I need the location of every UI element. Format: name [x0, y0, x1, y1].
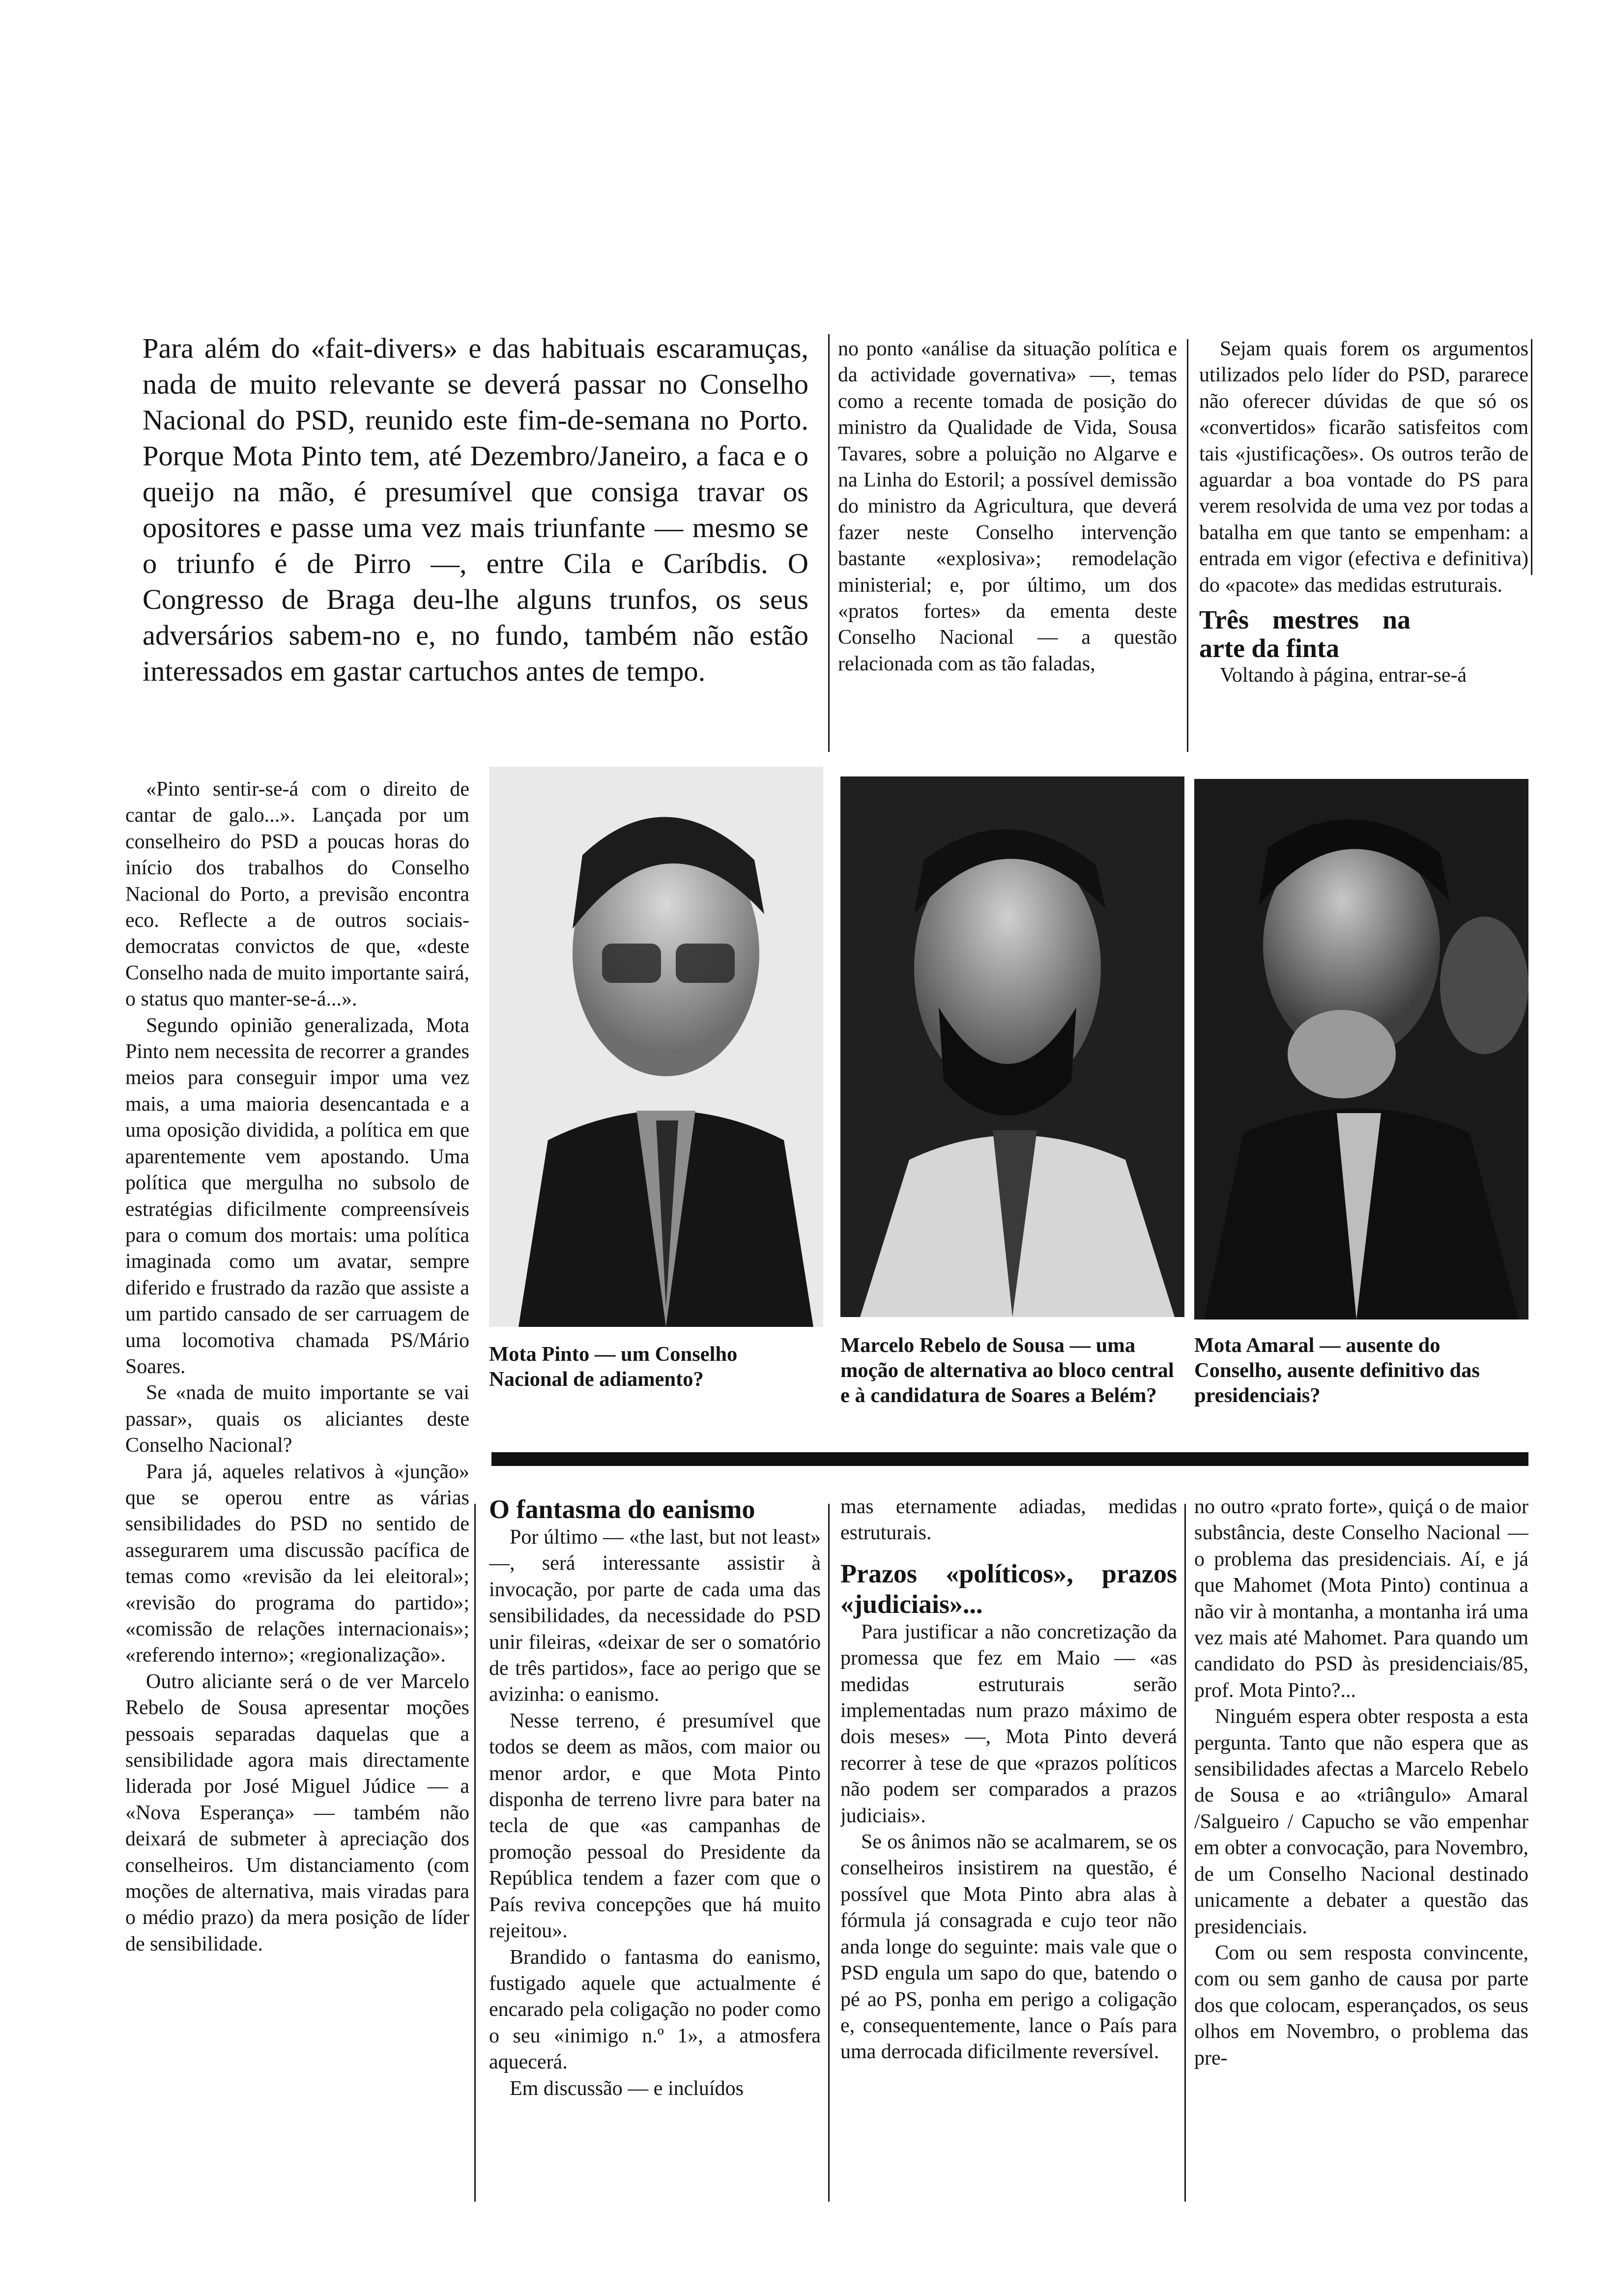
section-heading-tres-mestres: Três mestres na arte da finta: [1199, 605, 1410, 663]
photo-mota-amaral: [1194, 779, 1528, 1320]
top-column-2: [838, 336, 1177, 754]
article-paragraph: «Pinto sentir-se-á com o direito de cantar de galo...». Lançada por um conselheiro do PSD a poucas horas do início dos trabalhos do Conselho Nacional do Porto, a previsão encontra eco. Reflecte a de outros sociais-democratas convictos de que, «deste Conselho nada de muito importante sairá, o status quo manter-se-á...».: [125, 778, 469, 1011]
column-rule: [1531, 339, 1532, 575]
article-paragraph: Segundo opinião generalizada, Mota Pinto nem necessita de recorrer a grandes meios para conseguir impor uma vez mais, a uma maioria desencantada e a uma oposição dividida, a política em que aparentemente vem apostando. Uma política que mergulha no subsolo de estratégias dificilmente compreensíveis para o comum dos mortais: uma política imaginada como um avatar, sempre diferido e frustrado da razão que assiste a um partido cansado de ser carruagem de uma locomotiva chamada PS/Mário Soares.: [125, 1014, 469, 1378]
article-paragraph: Em discussão — e incluídos: [510, 2077, 744, 2100]
photo-mota-pinto: [489, 767, 823, 1327]
caption-marcelo-rebelo-de-sousa: Marcelo Rebelo de Sousa — uma moção de alternativa ao bloco central e à candidatura de Soares a Belém?: [840, 1334, 1174, 1407]
article-paragraph: Se «nada de muito importante se vai passar», quais os aliciantes deste Conselho Nacional?: [125, 1381, 469, 1457]
article-paragraph: Por último — «the last, but not least» —, será interessante assistir à invocação, por parte de cada uma das sensibilidades, da necessidade do PSD unir fileiras, «deixar de ser o somatório de três partidos», face ao perigo que se avizinha: o eanismo.: [489, 1526, 821, 1706]
article-text: Sejam quais forem os argumentos utilizados pelo líder do PSD, pararece não oferecer dúvidas de que só os «convertidos» ficarão satisfeitos com tais «justificações». Os outros terão de aguardar a boa vontade do PS para verem resolvida de uma vez por todas a batalha em que tanto se empenham: a entrada em vigor (efectiva e definitiva) do «pacote» das medidas estruturais.: [1199, 338, 1528, 597]
section-divider-bar: [491, 1452, 1528, 1466]
article-paragraph: Com ou sem resposta convincente, com ou sem ganho de causa por parte dos que colocam, esperançados, os seus olhos em Novembro, o problema das pre-: [1194, 1941, 1528, 2069]
caption-mota-pinto: Mota Pinto — um Conselho Nacional de adiamento?: [489, 1343, 738, 1391]
column-rule: [828, 1504, 830, 2202]
column-rule: [474, 1504, 476, 2202]
photo-marcelo-rebelo-de-sousa: [840, 776, 1184, 1317]
column-rule: [1187, 339, 1188, 752]
column-rule: [1184, 1504, 1186, 2202]
column-presidenciais: [1194, 1494, 1528, 2202]
article-paragraph: Se os ânimos não se acalmarem, se os conselheiros insistirem na questão, é possível que Mota Pinto abra alas à fórmula já consagrada e cujo teor não anda longe do seguinte: mais vale que o PSD engula um sapo do que, batendo o pé ao PS, ponha em perigo a coligação e, consequentemente, lance o País para uma derrocada dificilmente reversível.: [840, 1831, 1177, 2064]
caption-mota-amaral: Mota Amaral — ausente do Conselho, ausente definitivo das presidenciais?: [1194, 1334, 1480, 1407]
article-paragraph: Para já, aqueles relativos à «junção» que se operou entre as várias sensibilidades do PSD no sentido de assegurarem uma discussão pacífica de temas como «revisão da lei eleitoral»; «revisão do programa do partido»; «comissão de relações internacionais»; «referendo interno»; «regionalização».: [125, 1460, 469, 1667]
article-text: mas eternamente adiadas, medidas estruturais.: [840, 1495, 1177, 1545]
column-rule: [828, 334, 830, 752]
section-heading-fantasma: O fantasma do eanismo: [489, 1494, 755, 1524]
lead-paragraph: Para além do «fait-divers» e das habituais escaramuças, nada de muito relevante se deverá passar no Conselho Nacional do PSD, reunido este fim-de-semana no Porto. Porque Mota Pinto tem, até Dezembro/Janeiro, a faca e o queijo na mão, é presumível que consiga travar os opositores e passe uma vez mais triunfante — mesmo se o triunfo é de Pirro —, entre Cila e Caríbdis. O Congresso de Braga deu-lhe alguns trunfos, os seus adversários sabem-no e, no fundo, também não estão interessados em gastar cartuchos antes de tempo.: [143, 332, 808, 687]
article-paragraph: Para justificar a não concretização da promessa que fez em Maio — «as medidas estruturais serão implementadas num prazo máximo de dois meses» —, Mota Pinto deverá recorrer à tese de que «prazos políticos não podem ser comparados a prazos judiciais».: [840, 1620, 1177, 1827]
article-text: Voltando à página, entrar-se-á: [1220, 664, 1467, 687]
article-paragraph: Ninguém espera obter resposta a esta pergunta. Tanto que não espera que as sensibilidades afectas a Marcelo Rebelo de Sousa e ao «triângulo» Amaral /Salgueiro / Capucho se vão empenhar em obter a convocação, para Novembro, de um Conselho Nacional destinado unicamente a debater a questão das presidenciais.: [1194, 1705, 1528, 1938]
column-fantasma: [489, 1494, 821, 2202]
article-paragraph: Brandido o fantasma do eanismo, fustigado aquele que actualmente é encarado pela coligação no poder como o seu «inimigo n.º 1», a atmosfera aquecerá.: [489, 1946, 821, 2074]
left-column: [125, 776, 469, 2197]
top-column-3: [1199, 336, 1528, 754]
article-paragraph: Nesse terreno, é presumível que todos se deem as mãos, com maior ou menor ardor, e que Mota Pinto disponha de terreno livre para bater na tecla de que «as campanhas de promoção pessoal do Presidente da República tendem a fazer com que o País reviva concepções que há muito rejeitou».: [489, 1709, 821, 1943]
article-text: no ponto «análise da situação política e da actividade governativa» —, temas como a recente tomada de posição do ministro da Qualidade de Vida, Sousa Tavares, sobre a poluição no Algarve e na Linha do Estoril; a possível demissão do ministro da Agricultura, que deverá fazer neste Conselho intervenção bastante «explosiva»; remodelação ministerial; e, por último, um dos «pratos fortes» da ementa deste Conselho Nacional — a questão relacionada com as tão faladas,: [838, 338, 1177, 675]
column-prazos: [840, 1494, 1177, 2202]
article-paragraph: no outro «prato forte», quiçá o de maior substância, deste Conselho Nacional — o problema das presidenciais. Aí, e já que Mahomet (Mota Pinto) continua a não vir à montanha, a montanha irá uma vez mais até Mahomet. Para quando um candidato do PSD às presidenciais/85, prof. Mota Pinto?...: [1194, 1495, 1528, 1702]
article-paragraph: Outro aliciante será o de ver Marcelo Rebelo de Sousa apresentar moções pessoais separadas daquelas que a sensibilidade agora mais directamente liderada por José Miguel Júdice — a «Nova Esperança» — também não deixará de submeter à apreciação dos conselheiros. Um distanciamento (com moções de alternativa, mais viradas para o médio prazo) da mera posição de líder de sensibilidade.: [125, 1670, 469, 1955]
section-heading-prazos: Prazos «políticos», prazos «judiciais»...: [840, 1558, 1177, 1619]
